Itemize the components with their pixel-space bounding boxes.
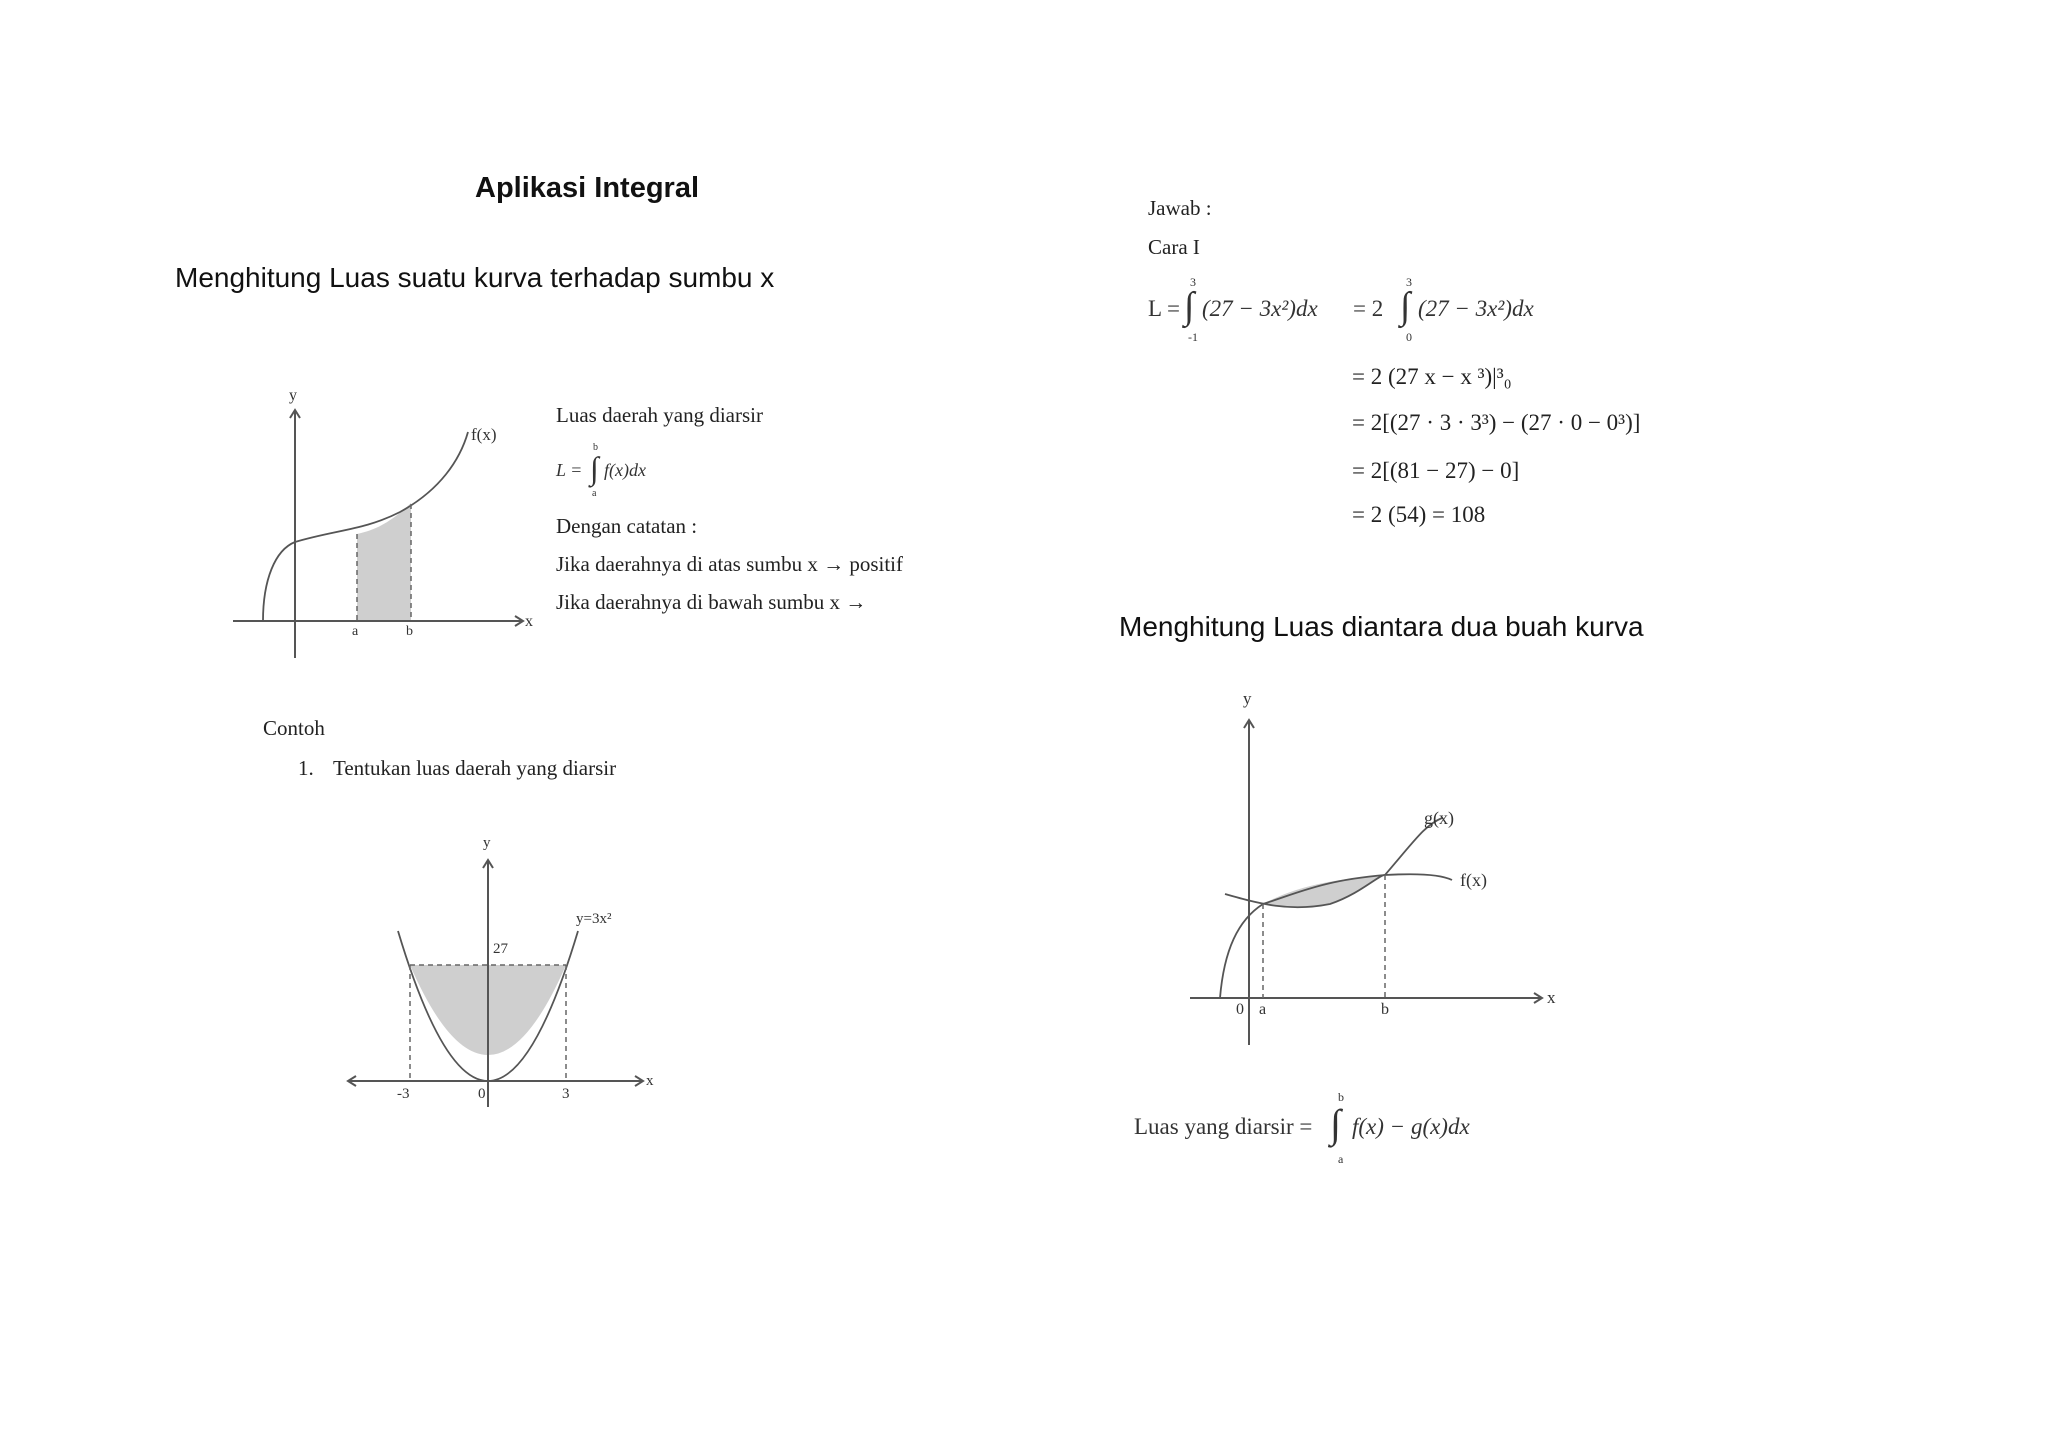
integral-sign-2: ∫ [1400,285,1411,327]
answer-step-2: = 2[(27 · 3 · 3³) − (27 · 0 − 0³)] [1352,410,1641,435]
note-shaded-area: Luas daerah yang diarsir [556,403,763,427]
shaded-region [1263,875,1385,908]
integral-upper-b: b [1338,1090,1344,1104]
formula-L [556,444,686,500]
L-equals: L = [1148,296,1180,321]
answer-step-3: = 2[(81 − 27) − 0] [1352,458,1520,483]
y-axis-label: y [483,835,491,851]
integral-lower-a: a [1338,1152,1344,1166]
example-item-text: Tentukan luas daerah yang diarsir [333,756,617,780]
integral-2-lower: 0 [1406,330,1412,344]
a-tick-label: a [1259,1001,1267,1018]
integral-sign: ∫ [590,450,599,486]
x-axis-label: x [525,613,533,630]
y-axis-label: y [289,387,297,404]
answer-integral-line [1148,275,1748,348]
formula-integrand: f(x) − g(x)dx [1352,1114,1470,1139]
f-curve-label: f(x) [1460,870,1487,890]
y-axis-label: y [1243,689,1252,708]
y-value-27: 27 [493,941,508,957]
b-tick-label: b [406,624,413,639]
x-axis-label: x [1547,988,1556,1007]
curve-g [1220,818,1442,998]
page-title: Aplikasi Integral [475,172,700,204]
a-tick-label: a [352,624,359,639]
x-tick-0: 0 [478,1086,486,1102]
answer-step-4: = 2 (54) = 108 [1352,502,1486,527]
integral-sign: ∫ [1330,1101,1341,1146]
integral-sign-1: ∫ [1184,285,1195,327]
parabola-figure [338,825,668,1115]
curve-label: f(x) [471,425,497,444]
integral-2-body: (27 − 3x²)dx [1418,296,1534,321]
second-prefix: = 2 [1353,296,1384,321]
integral-2-upper: 3 [1406,275,1412,289]
x-tick-neg3: -3 [397,1086,410,1102]
g-curve-label: g(x) [1424,808,1454,828]
integral-1-upper: 3 [1190,275,1196,289]
answer-step-1: = 2 (27 x − x ³)|³₀ [1352,364,1512,389]
b-tick-label: b [1381,1001,1389,1018]
section-heading-area-under-curve: Menghitung Luas suatu kurva terhadap sumbu x [175,262,775,293]
x-axis-label: x [646,1073,654,1089]
x-tick-3: 3 [562,1086,570,1102]
example-label: Contoh [263,716,325,740]
formula-integrand: f(x)dx [604,460,646,480]
integral-upper-b: b [593,442,598,453]
answer-label: Jawab : [1148,196,1212,220]
curve-label: y=3x² [576,911,612,927]
method-label: Cara I [1148,235,1200,259]
shaded-region [357,503,411,621]
note-above-axis: Jika daerahnya di atas sumbu x → positif [556,552,904,576]
integral-lower-a: a [592,488,597,499]
note-below-axis: Jika daerahnya di bawah sumbu x → [556,590,867,614]
note-catatan: Dengan catatan : [556,514,698,538]
zero-tick-label: 0 [1236,1001,1244,1018]
area-between-formula [1134,1090,1534,1170]
area-under-curve-figure [225,380,535,665]
formula-prefix: Luas yang diarsir = [1134,1114,1313,1139]
integral-1-body: (27 − 3x²)dx [1202,296,1318,321]
integral-1-lower: -1 [1188,330,1198,344]
two-curves-figure [1180,680,1570,1055]
example-item-number: 1. [298,756,314,780]
section-heading-area-between-curves: Menghitung Luas diantara dua buah kurva [1119,611,1644,642]
formula-L-prefix: L = [556,460,583,480]
